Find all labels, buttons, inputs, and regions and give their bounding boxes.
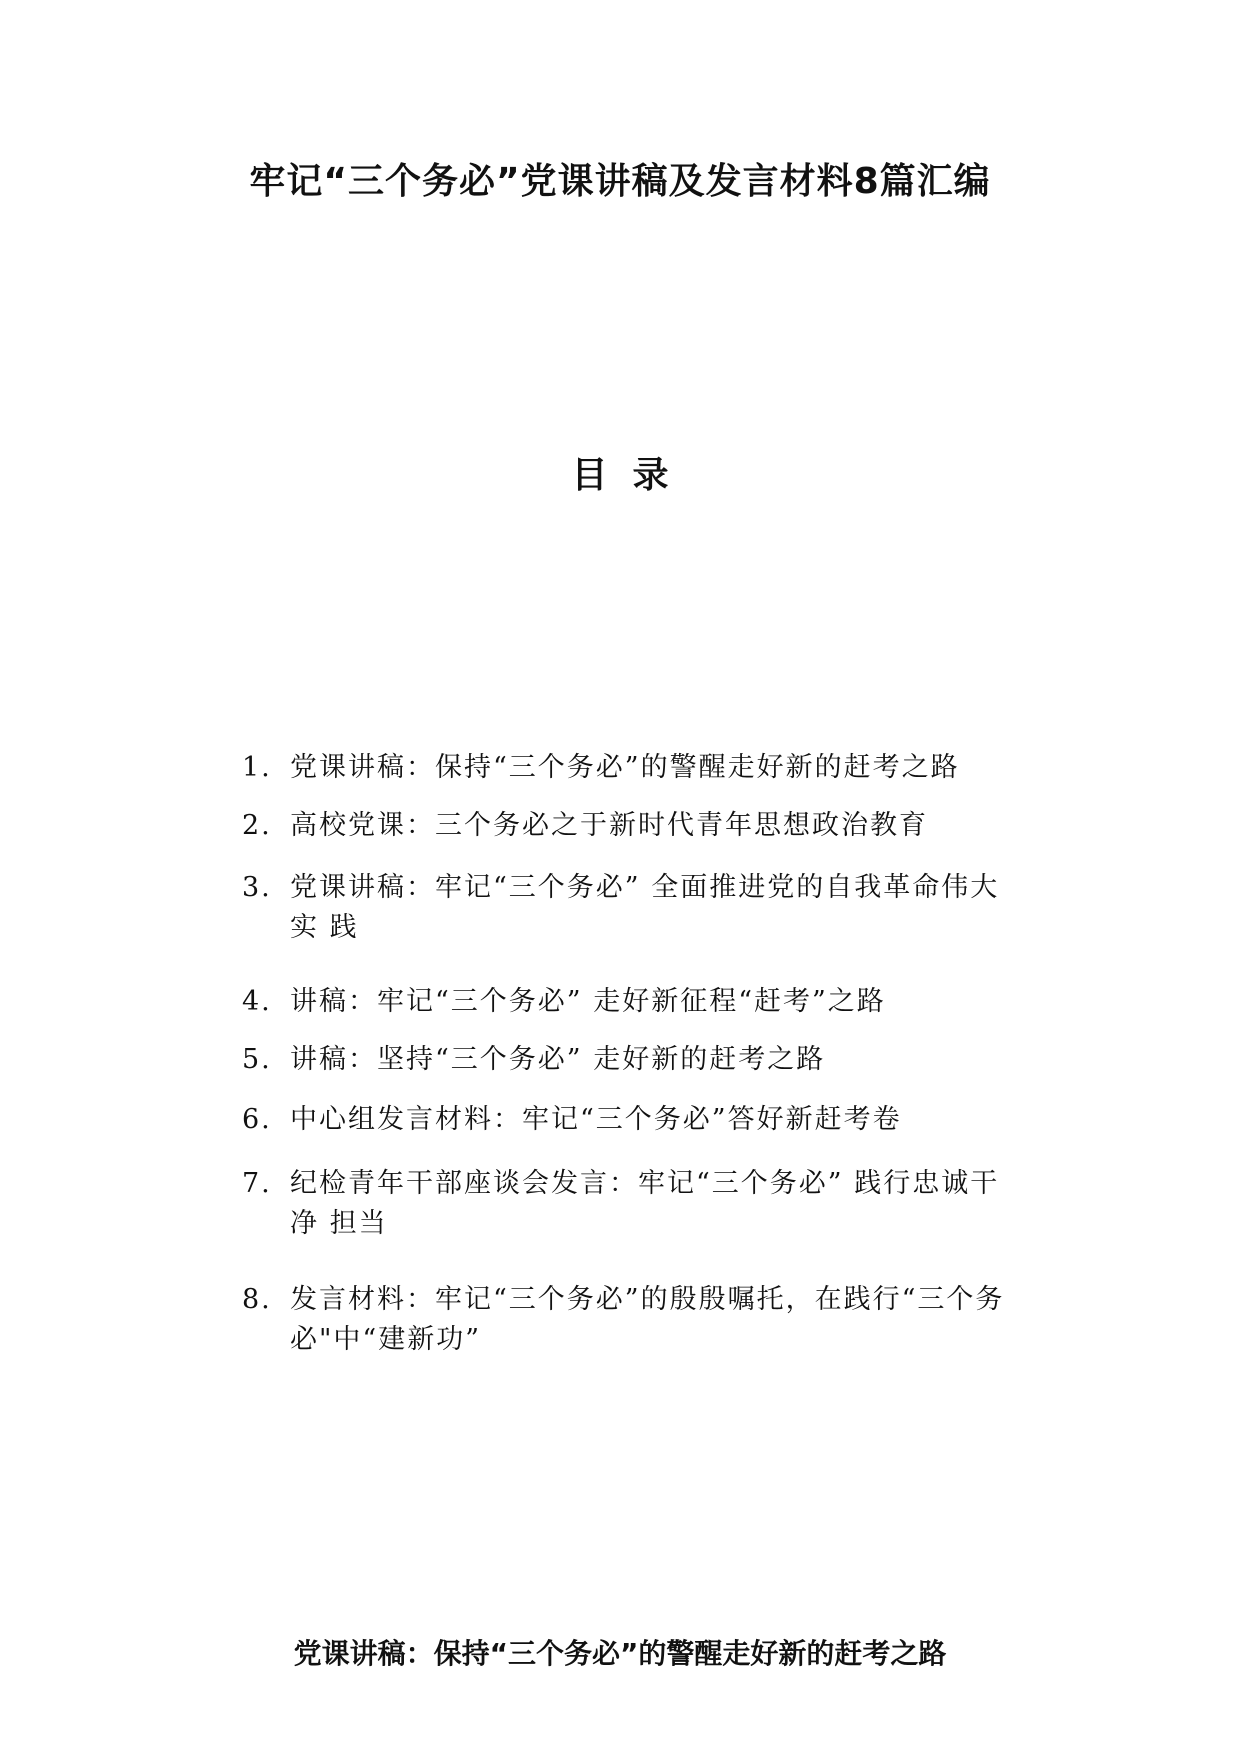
toc-item-number: 7.: [242, 1168, 272, 1199]
document-title: 牢记“三个务必”党课讲稿及发言材料8篇汇编: [249, 161, 991, 202]
toc-item-1[interactable]: [242, 748, 1062, 788]
toc-item-text: 党课讲稿：保持“三个务必”的警醒走好新的赶考之路: [290, 752, 960, 783]
toc-item-7[interactable]: [242, 1164, 1062, 1244]
toc-item-number: 5.: [242, 1044, 272, 1075]
toc-item-number: 4.: [242, 986, 272, 1017]
toc-item-5[interactable]: [242, 1040, 1062, 1080]
toc-item-text: 党课讲稿：牢记“三个务必” 全面推进党的自我革命伟大: [290, 872, 1000, 903]
toc-item-number: 2.: [242, 810, 272, 841]
toc-item-6[interactable]: [242, 1100, 1062, 1140]
toc-item-4[interactable]: [242, 982, 1062, 1022]
toc-item-text: 发言材料：牢记“三个务必”的殷殷嘱托，在践行“三个务: [290, 1284, 1005, 1315]
toc-item-text: 中心组发言材料：牢记“三个务必”答好新赶考卷: [290, 1104, 902, 1135]
toc-item-text: 讲稿：牢记“三个务必” 走好新征程“赶考”之路: [290, 986, 886, 1017]
toc-item-text: 高校党课：三个务必之于新时代青年思想政治教育: [290, 810, 928, 841]
toc-item-number: 3.: [242, 872, 272, 903]
toc-item-number: 8.: [242, 1284, 272, 1315]
toc-item-text-continued: 净 担当: [290, 1208, 388, 1239]
toc-item-2[interactable]: [242, 806, 1062, 846]
toc-item-number: 1.: [242, 752, 272, 783]
toc-item-text-continued: 实 践: [290, 912, 359, 943]
section-title: 党课讲稿：保持“三个务必”的警醒走好新的赶考之路: [293, 1637, 947, 1670]
toc-item-text: 讲稿：坚持“三个务必” 走好新的赶考之路: [290, 1044, 826, 1075]
toc-item-number: 6.: [242, 1104, 272, 1135]
toc-item-text-continued: 必"中“建新功”: [290, 1324, 482, 1355]
toc-item-3[interactable]: [242, 868, 1062, 948]
toc-heading: 目 录: [571, 455, 669, 496]
toc-item-text: 纪检青年干部座谈会发言：牢记“三个务必” 践行忠诚干: [290, 1168, 1000, 1199]
toc-item-8[interactable]: [242, 1280, 1062, 1360]
